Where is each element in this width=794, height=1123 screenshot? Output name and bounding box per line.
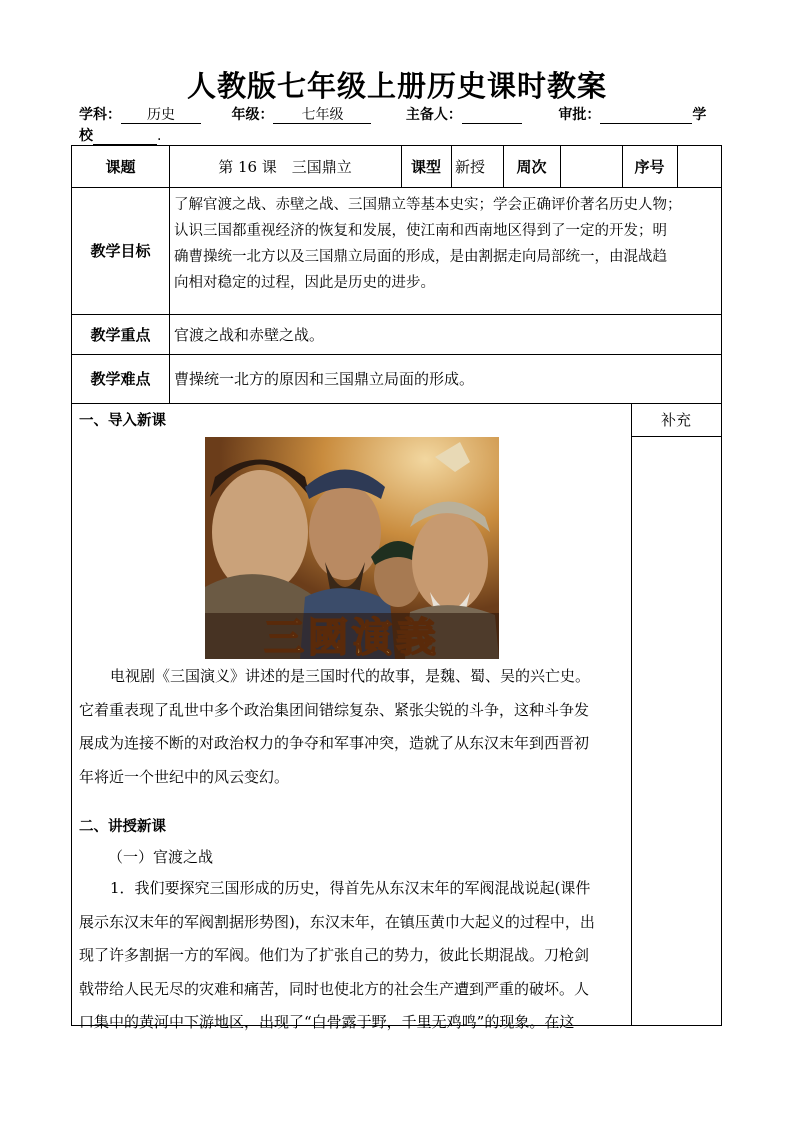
intro-line: 它着重表现了乱世中多个政治集团间错综复杂、紧张尖锐的斗争，这种斗争发 [79, 700, 590, 719]
page-title: 人教版七年级上册历史课时教案 [186, 69, 607, 103]
goal-line: 确曹操统一北方以及三国鼎立局面的形成，是由割据走向局部统一，由混战趋 [174, 249, 667, 265]
section-lecture-heading: 二、讲授新课 [79, 819, 166, 835]
intro-line: 展成为连接不断的对政治权力的争夺和军事冲突，造就了从东汉末年到西晋初 [79, 734, 590, 752]
col-line [451, 146, 452, 187]
poster-title: 三國演義 [264, 614, 440, 659]
goal-line: 了解官渡之战、赤壁之战、三国鼎立等基本史实；学会正确评价著名历史人物； [174, 197, 682, 213]
meta-row [79, 104, 729, 124]
poster-illustration [205, 437, 499, 659]
goal-line: 向相对稳定的过程，因此是历史的进步。 [174, 275, 435, 291]
row-line [631, 436, 721, 437]
lesson-line: 口集中的黄河中下游地区，出现了“白骨露于野，千里无鸡鸣”的现象。在这 [79, 1013, 575, 1031]
goal-text [174, 192, 719, 296]
approver-value [600, 107, 692, 124]
school-label-a: 学 [692, 107, 707, 123]
lesson-line: 现了许多割据一方的军阀。他们为了扩张自己的势力，彼此长期混战。刀枪剑 [79, 946, 590, 964]
week-label: 周次 [516, 158, 547, 176]
difficulty-value: 曹操统一北方的原因和三国鼎立局面的形成。 [174, 370, 475, 388]
col-line [631, 403, 632, 1026]
goal-line: 认识三国都重视经济的恢复和发展，使江南和西南地区得到了一定的开发；明 [174, 223, 667, 239]
topic-label: 课题 [105, 158, 136, 176]
subject-label: 学科： [79, 107, 121, 123]
meta-row-2 [79, 125, 729, 145]
lesson-line: 戟带给人民无尽的灾难和痛苦，同时也使北方的社会生产遭到严重的破坏。人 [79, 979, 590, 998]
supplement-label: 补充 [660, 411, 691, 429]
lesson-line: 展示东汉末年的军阀割据形势图)，东汉末年，在镇压黄巾大起义的过程中，出 [79, 912, 595, 931]
subject-value: 历史 [121, 107, 201, 124]
col-line [560, 146, 561, 187]
type-value: 新授 [455, 158, 486, 176]
school-value [93, 128, 157, 145]
intro-line: 电视剧《三国演义》讲述的是三国时代的故事，是魏、蜀、吴的兴亡史。 [110, 667, 591, 685]
col-line [677, 146, 678, 187]
grade-label: 年级： [231, 107, 274, 123]
preparer-value [462, 107, 522, 124]
intro-paragraph [79, 660, 625, 794]
preparer-label: 主备人： [405, 107, 462, 123]
subsection-guandu: （一）官渡之战 [108, 848, 214, 866]
type-label: 课型 [410, 158, 441, 176]
goal-label: 教学目标 [90, 242, 151, 260]
intro-line: 年将近一个世纪中的风云变幻。 [79, 767, 290, 786]
lesson-line: 1．我们要探究三国形成的历史，得首先从东汉末年的军阀混战说起(课件 [110, 879, 591, 897]
seq-label: 序号 [634, 158, 665, 176]
section-intro-heading: 一、导入新课 [79, 413, 166, 429]
school-label-b: 校 [79, 128, 93, 144]
row-line [72, 403, 721, 404]
lesson-paragraph-1 [79, 872, 625, 1040]
difficulty-label: 教学难点 [90, 370, 151, 388]
topic-value: 第 16 课 三国鼎立 [218, 158, 352, 176]
key-value: 官渡之战和赤壁之战。 [174, 325, 325, 344]
approver-label: 审批： [558, 107, 601, 123]
school-end: . [157, 128, 162, 144]
grade-value: 七年级 [273, 107, 371, 124]
drama-poster-image [205, 437, 499, 659]
key-label: 教学重点 [90, 325, 151, 344]
